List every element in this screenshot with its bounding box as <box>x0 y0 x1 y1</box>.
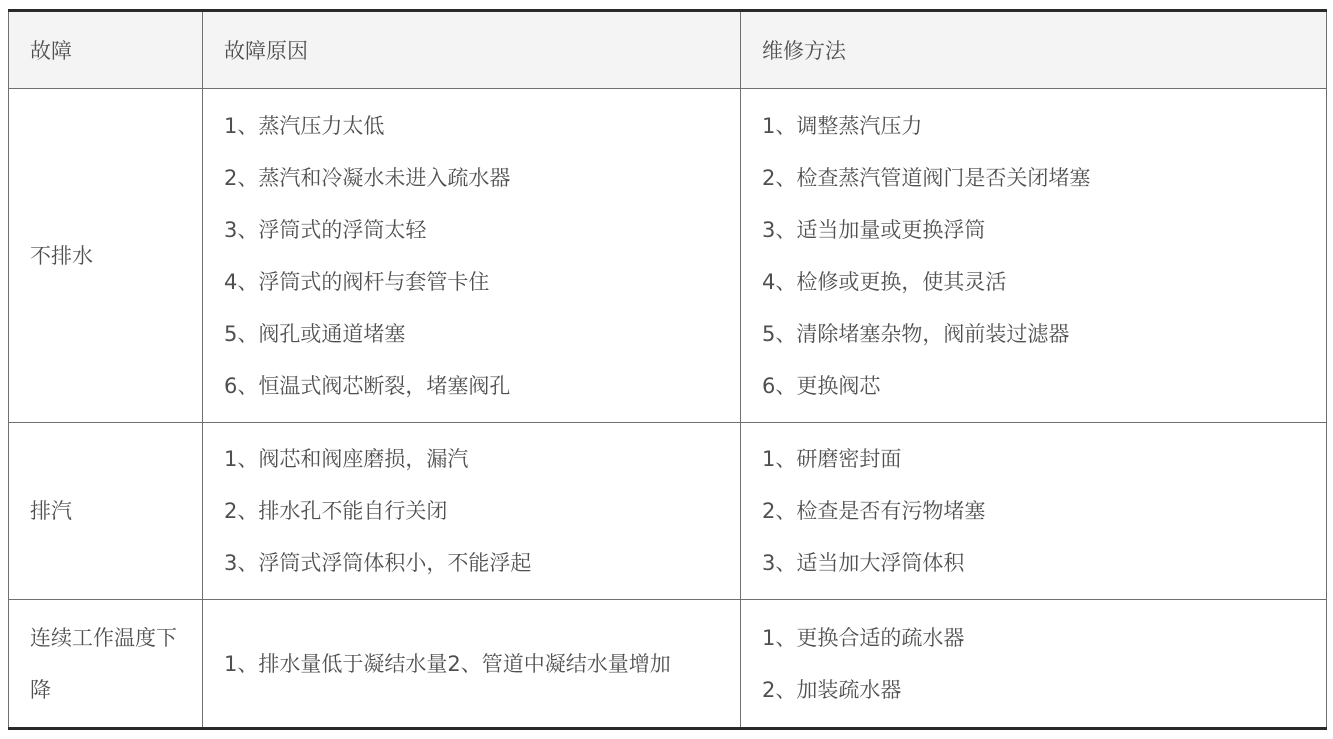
fix-item: 6、更换阀芯 <box>762 373 881 398</box>
cause-cell <box>203 423 741 600</box>
cause-cell <box>203 600 741 729</box>
cause-item: 2、排水孔不能自行关闭 <box>224 499 448 523</box>
fault-label: 连续工作温度下降 <box>30 625 177 702</box>
cause-cell <box>203 89 741 423</box>
fix-item: 2、检查蒸汽管道阀门是否关闭堵塞 <box>762 165 1091 190</box>
table-row <box>9 423 1327 600</box>
cause-item: 1、排水量低于凝结水量2、管道中凝结水量增加 <box>224 651 671 676</box>
fault-label: 排汽 <box>30 499 72 523</box>
fix-item: 3、适当加大浮筒体积 <box>762 551 965 575</box>
cause-item: 1、蒸汽压力太低 <box>224 113 385 138</box>
fix-item: 2、加装疏水器 <box>762 677 902 702</box>
header-fault-label: 故障 <box>30 39 72 63</box>
cause-item: 3、浮筒式的浮筒太轻 <box>224 217 427 242</box>
fault-cell <box>9 423 203 600</box>
fix-item: 1、调整蒸汽压力 <box>762 113 923 138</box>
fault-cell <box>9 600 203 729</box>
header-cause <box>203 11 741 89</box>
fix-item: 1、更换合适的疏水器 <box>762 625 965 650</box>
cause-item: 2、蒸汽和冷凝水未进入疏水器 <box>224 165 511 190</box>
cause-item: 6、恒温式阀芯断裂，堵塞阀孔 <box>224 373 511 398</box>
fault-cell <box>9 89 203 423</box>
header-cause-label: 故障原因 <box>224 39 308 63</box>
fault-label: 不排水 <box>30 243 93 268</box>
header-fault <box>9 11 203 89</box>
cause-item: 4、浮筒式的阀杆与套管卡住 <box>224 269 490 294</box>
cause-item: 1、阀芯和阀座磨损，漏汽 <box>224 447 469 471</box>
fix-cell <box>741 423 1327 600</box>
cause-item: 5、阀孔或通道堵塞 <box>224 321 406 346</box>
fault-repair-table <box>8 9 1327 730</box>
fix-item: 3、适当加量或更换浮筒 <box>762 217 986 242</box>
table-header-row <box>9 11 1327 89</box>
table-row <box>9 600 1327 729</box>
fix-item: 2、检查是否有污物堵塞 <box>762 499 986 523</box>
header-fix-label: 维修方法 <box>762 39 846 63</box>
header-fix <box>741 11 1327 89</box>
fix-cell <box>741 89 1327 423</box>
fix-item: 5、清除堵塞杂物，阀前装过滤器 <box>762 321 1070 346</box>
fix-cell <box>741 600 1327 729</box>
table-row <box>9 89 1327 423</box>
fix-item: 1、研磨密封面 <box>762 447 902 471</box>
fix-item: 4、检修或更换，使其灵活 <box>762 269 1007 294</box>
cause-item: 3、浮筒式浮筒体积小，不能浮起 <box>224 551 532 575</box>
